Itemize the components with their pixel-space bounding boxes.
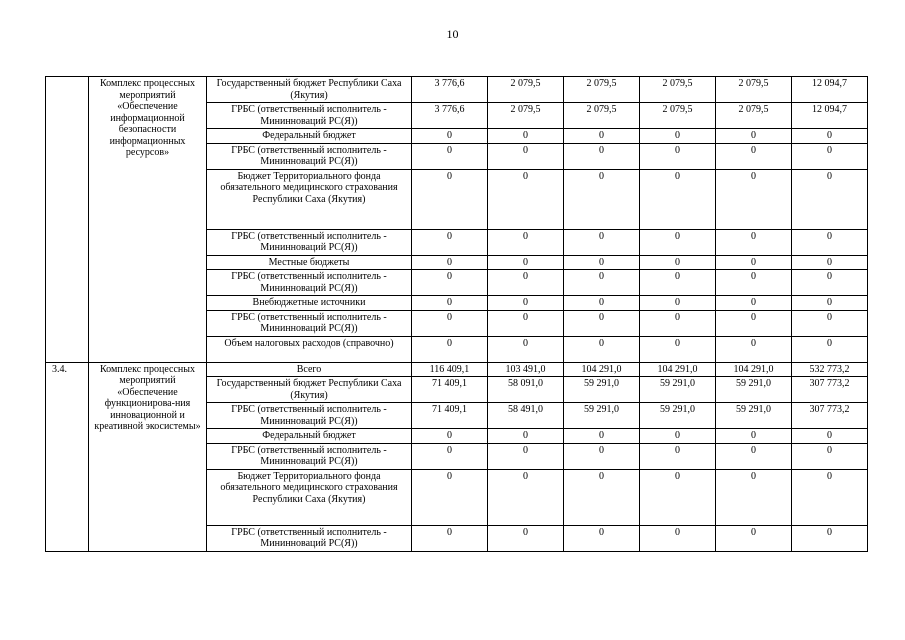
funding-source-cell: ГРБС (ответственный исполнитель - Мининноваций РС(Я))	[207, 525, 412, 551]
year-value-cell: 0	[640, 129, 716, 144]
funding-source-cell: Всего	[207, 362, 412, 377]
total-value-cell: 0	[792, 169, 868, 229]
year-value-cell: 0	[716, 143, 792, 169]
total-value-cell: 0	[792, 296, 868, 311]
year-value-cell: 0	[716, 429, 792, 444]
year-value-cell: 0	[488, 336, 564, 362]
year-value-cell: 3 776,6	[412, 103, 488, 129]
year-value-cell: 59 291,0	[716, 403, 792, 429]
total-value-cell: 532 773,2	[792, 362, 868, 377]
total-value-cell: 12 094,7	[792, 103, 868, 129]
year-value-cell: 2 079,5	[564, 77, 640, 103]
total-value-cell: 12 094,7	[792, 77, 868, 103]
year-value-cell: 0	[716, 255, 792, 270]
funding-source-cell: ГРБС (ответственный исполнитель - Мининноваций РС(Я))	[207, 310, 412, 336]
funding-source-cell: Федеральный бюджет	[207, 129, 412, 144]
year-value-cell: 0	[488, 443, 564, 469]
year-value-cell: 0	[412, 270, 488, 296]
total-value-cell: 0	[792, 336, 868, 362]
year-value-cell: 0	[564, 443, 640, 469]
year-value-cell: 59 291,0	[564, 403, 640, 429]
year-value-cell: 0	[640, 310, 716, 336]
year-value-cell: 0	[488, 469, 564, 525]
year-value-cell: 0	[640, 429, 716, 444]
year-value-cell: 0	[640, 255, 716, 270]
year-value-cell: 0	[716, 525, 792, 551]
total-value-cell: 0	[792, 429, 868, 444]
year-value-cell: 0	[412, 443, 488, 469]
year-value-cell: 0	[564, 336, 640, 362]
year-value-cell: 0	[564, 310, 640, 336]
total-value-cell: 0	[792, 525, 868, 551]
year-value-cell: 0	[640, 469, 716, 525]
funding-source-cell: Бюджет Территориального фонда обязательного медицинского страхования Республики Саха (Якутия)	[207, 169, 412, 229]
year-value-cell: 58 491,0	[488, 403, 564, 429]
budget-table	[45, 76, 868, 552]
total-value-cell: 0	[792, 229, 868, 255]
year-value-cell: 103 491,0	[488, 362, 564, 377]
year-value-cell: 0	[640, 443, 716, 469]
year-value-cell: 59 291,0	[640, 377, 716, 403]
year-value-cell: 104 291,0	[564, 362, 640, 377]
total-value-cell: 307 773,2	[792, 377, 868, 403]
total-value-cell: 0	[792, 310, 868, 336]
year-value-cell: 0	[488, 296, 564, 311]
year-value-cell: 2 079,5	[488, 103, 564, 129]
year-value-cell: 2 079,5	[716, 77, 792, 103]
funding-source-cell: Внебюджетные источники	[207, 296, 412, 311]
year-value-cell: 116 409,1	[412, 362, 488, 377]
funding-source-cell: ГРБС (ответственный исполнитель - Мининноваций РС(Я))	[207, 229, 412, 255]
year-value-cell: 2 079,5	[640, 103, 716, 129]
year-value-cell: 0	[412, 255, 488, 270]
year-value-cell: 0	[488, 255, 564, 270]
year-value-cell: 0	[716, 169, 792, 229]
total-value-cell: 307 773,2	[792, 403, 868, 429]
year-value-cell: 58 091,0	[488, 377, 564, 403]
year-value-cell: 2 079,5	[640, 77, 716, 103]
year-value-cell: 59 291,0	[716, 377, 792, 403]
year-value-cell: 0	[716, 270, 792, 296]
total-value-cell: 0	[792, 255, 868, 270]
total-value-cell: 0	[792, 469, 868, 525]
funding-source-cell: Объем налоговых расходов (справочно)	[207, 336, 412, 362]
funding-source-cell: ГРБС (ответственный исполнитель - Мининноваций РС(Я))	[207, 443, 412, 469]
year-value-cell: 0	[564, 296, 640, 311]
total-value-cell: 0	[792, 270, 868, 296]
year-value-cell: 59 291,0	[564, 377, 640, 403]
year-value-cell: 0	[640, 270, 716, 296]
year-value-cell: 0	[640, 229, 716, 255]
year-value-cell: 0	[716, 310, 792, 336]
total-value-cell: 0	[792, 443, 868, 469]
year-value-cell: 2 079,5	[488, 77, 564, 103]
year-value-cell: 0	[564, 525, 640, 551]
year-value-cell: 0	[412, 469, 488, 525]
row-number-cell: 3.4.	[46, 362, 89, 551]
year-value-cell: 0	[412, 525, 488, 551]
total-value-cell: 0	[792, 143, 868, 169]
year-value-cell: 0	[564, 469, 640, 525]
year-value-cell: 104 291,0	[716, 362, 792, 377]
year-value-cell: 0	[716, 229, 792, 255]
year-value-cell: 0	[564, 129, 640, 144]
year-value-cell: 0	[412, 310, 488, 336]
table-row	[46, 362, 868, 377]
year-value-cell: 0	[488, 310, 564, 336]
year-value-cell: 0	[716, 443, 792, 469]
year-value-cell: 0	[488, 525, 564, 551]
year-value-cell: 0	[564, 429, 640, 444]
year-value-cell: 0	[716, 296, 792, 311]
year-value-cell: 104 291,0	[640, 362, 716, 377]
year-value-cell: 0	[564, 255, 640, 270]
funding-source-cell: ГРБС (ответственный исполнитель - Мининноваций РС(Я))	[207, 403, 412, 429]
year-value-cell: 59 291,0	[640, 403, 716, 429]
year-value-cell: 0	[412, 129, 488, 144]
funding-source-cell: Государственный бюджет Республики Саха (Якутия)	[207, 377, 412, 403]
year-value-cell: 0	[412, 429, 488, 444]
year-value-cell: 0	[716, 129, 792, 144]
year-value-cell: 0	[412, 169, 488, 229]
row-number-cell	[46, 77, 89, 363]
year-value-cell: 0	[488, 229, 564, 255]
year-value-cell: 0	[564, 270, 640, 296]
year-value-cell: 0	[640, 336, 716, 362]
program-block-title: Комплекс процессных мероприятий «Обеспечение функционирова-ния инновационной и креативной экосистемы»	[89, 362, 207, 551]
year-value-cell: 0	[488, 143, 564, 169]
year-value-cell: 0	[716, 469, 792, 525]
year-value-cell: 0	[412, 336, 488, 362]
year-value-cell: 2 079,5	[564, 103, 640, 129]
funding-source-cell: Государственный бюджет Республики Саха (Якутия)	[207, 77, 412, 103]
funding-source-cell: Федеральный бюджет	[207, 429, 412, 444]
total-value-cell: 0	[792, 129, 868, 144]
year-value-cell: 0	[412, 143, 488, 169]
funding-source-cell: Бюджет Территориального фонда обязательного медицинского страхования Республики Саха (Якутия)	[207, 469, 412, 525]
program-block-title: Комплекс процессных мероприятий «Обеспечение информационной безопасности информационных ресурсов»	[89, 77, 207, 363]
funding-source-cell: ГРБС (ответственный исполнитель - Мининноваций РС(Я))	[207, 143, 412, 169]
funding-source-cell: ГРБС (ответственный исполнитель - Мининноваций РС(Я))	[207, 270, 412, 296]
year-value-cell: 71 409,1	[412, 403, 488, 429]
year-value-cell: 71 409,1	[412, 377, 488, 403]
funding-source-cell: ГРБС (ответственный исполнитель - Мининноваций РС(Я))	[207, 103, 412, 129]
year-value-cell: 0	[564, 143, 640, 169]
year-value-cell: 0	[488, 169, 564, 229]
year-value-cell: 2 079,5	[716, 103, 792, 129]
year-value-cell: 0	[640, 525, 716, 551]
year-value-cell: 0	[716, 336, 792, 362]
year-value-cell: 0	[564, 229, 640, 255]
page-number: 10	[446, 27, 459, 41]
year-value-cell: 0	[488, 429, 564, 444]
year-value-cell: 0	[640, 143, 716, 169]
funding-source-cell: Местные бюджеты	[207, 255, 412, 270]
year-value-cell: 0	[640, 296, 716, 311]
table-row	[46, 77, 868, 103]
year-value-cell: 0	[564, 169, 640, 229]
year-value-cell: 0	[412, 296, 488, 311]
year-value-cell: 0	[488, 129, 564, 144]
year-value-cell: 3 776,6	[412, 77, 488, 103]
year-value-cell: 0	[488, 270, 564, 296]
year-value-cell: 0	[640, 169, 716, 229]
year-value-cell: 0	[412, 229, 488, 255]
